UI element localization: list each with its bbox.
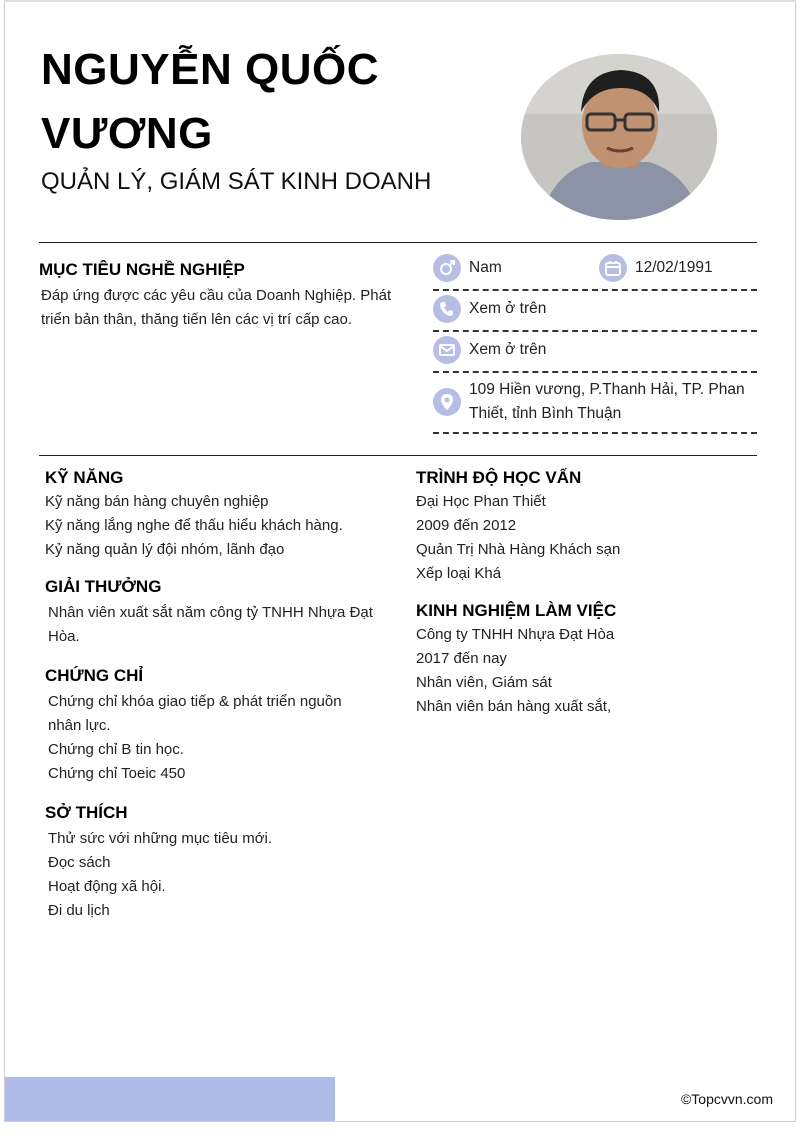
contact-divider [433, 289, 757, 292]
divider-top [39, 242, 757, 243]
education-item: 2009 đến 2012 [416, 517, 517, 534]
awards-text: Nhân viên xuất sắt năm công tỷ TNHH Nhựa Đạt Hòa. [48, 604, 373, 645]
email-value: Xem ở trên [469, 341, 547, 358]
hobby-item: Thử sức với những mục tiêu mới. [48, 830, 273, 847]
profile-photo [521, 54, 717, 220]
hobby-item: Hoạt động xã hội. [48, 878, 166, 895]
contact-row-email [433, 336, 757, 364]
education-list [416, 490, 756, 586]
birthday-value: 12/02/1991 [635, 259, 713, 276]
job-title: QUẢN LÝ, GIÁM SÁT KINH DOANH [41, 168, 432, 195]
contact-divider [433, 330, 757, 333]
certificate-item: Chứng chỉ Toeic 450 [48, 765, 186, 782]
education-title: TRÌNH ĐỘ HỌC VẤN [416, 468, 582, 487]
awards-title: GIẢI THƯỞNG [45, 577, 162, 596]
divider-middle [39, 455, 757, 456]
phone-value: Xem ở trên [469, 300, 547, 317]
copyright-text: ©Topcvvn.com [680, 1091, 773, 1107]
objective-text: Đáp ứng được các yêu cầu của Doanh Nghiệp. Phát triển bản thân, thăng tiến lên các vị trí cấp cao. [41, 287, 392, 328]
skill-item: Kỷ năng quản lý đội nhóm, lãnh đạo [45, 541, 285, 558]
hobbies-list [48, 827, 378, 923]
skills-title: KỸ NĂNG [45, 468, 124, 487]
objective-title: MỤC TIÊU NGHỀ NGHIỆP [39, 260, 245, 279]
address-value: 109 Hiền vương, P.Thanh Hải, TP. Phan Thiết, tỉnh Bình Thuận [469, 381, 745, 422]
certificates-list [48, 690, 378, 786]
experience-item: Nhân viên bán hàng xuất sắt, [416, 698, 612, 715]
experience-item: Nhân viên, Giám sát [416, 674, 552, 691]
hobbies-title: SỞ THÍCH [45, 803, 128, 822]
hobby-item: Đọc sách [48, 854, 111, 871]
location-pin-icon [433, 388, 461, 416]
experience-item: Công ty TNHH Nhựa Đạt Hòa [416, 626, 615, 643]
email-icon [433, 336, 461, 364]
phone-icon [433, 295, 461, 323]
contact-divider [433, 371, 757, 374]
certificates-title: CHỨNG CHỈ [45, 666, 144, 685]
education-item: Đại Học Phan Thiết [416, 493, 546, 510]
skill-item: Kỹ năng bán hàng chuyên nghiệp [45, 493, 269, 510]
candidate-name: NGUYỄN QUỐC VƯƠNG [41, 45, 379, 158]
footer-accent-bar [5, 1077, 335, 1121]
cv-page [4, 0, 796, 1122]
education-item: Quản Trị Nhà Hàng Khách sạn [416, 541, 621, 558]
hobby-item: Đi du lịch [48, 902, 110, 919]
person-photo-icon [521, 54, 717, 220]
calendar-icon [599, 254, 627, 282]
experience-title: KINH NGHIỆM LÀM VIỆC [416, 601, 617, 620]
education-item: Xếp loại Khá [416, 565, 502, 582]
experience-item: 2017 đến nay [416, 650, 507, 667]
gender-value: Nam [469, 259, 502, 276]
contact-divider [433, 432, 757, 435]
experience-list [416, 623, 756, 719]
certificate-item: Chứng chỉ B tin học. [48, 741, 184, 758]
skills-list [45, 490, 385, 562]
certificate-item: Chứng chỉ khóa giao tiếp & phát triển nguồn nhân lực. [48, 693, 342, 734]
contact-row-phone [433, 295, 757, 323]
contact-row-gender-birthday [433, 254, 757, 282]
gender-icon [433, 254, 461, 282]
contact-row-address [433, 378, 757, 426]
skill-item: Kỹ năng lắng nghe để thấu hiểu khách hàng. [45, 517, 343, 534]
